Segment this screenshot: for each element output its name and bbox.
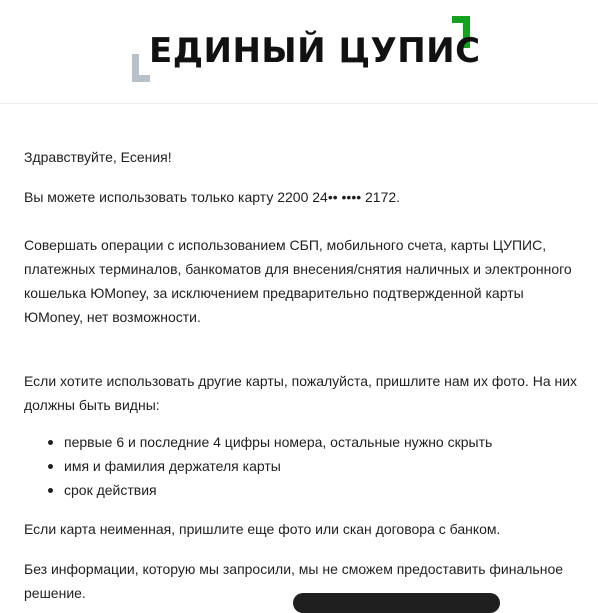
requirement-text: срок действия: [64, 482, 157, 498]
operations-paragraph: Совершать операции с использованием СБП, мобильного счета, карты ЦУПИС, платежных терминалов, банкоматов для внесения/снятия наличных и электронного кошелька ЮMoney, за исключением предварительно подтвержденной карты ЮMoney, нет возможности.: [24, 237, 572, 325]
list-item: [24, 430, 579, 454]
bullet-icon: [48, 488, 53, 493]
logo-grey-corner-shape: [132, 54, 150, 82]
bullet-icon: [48, 464, 53, 469]
logo-grey-corner-icon: [132, 54, 150, 82]
logo-wordmark: ЕДИНЫЙ ЦУПИС: [149, 31, 481, 71]
brand-logo: [130, 14, 481, 86]
email-header: [0, 0, 598, 104]
requirements-list: [24, 430, 579, 502]
requirement-text: имя и фамилия держателя карты: [64, 458, 281, 474]
requirement-text: первые 6 и последние 4 цифры номера, остальные нужно скрыть: [64, 434, 493, 450]
other-cards-paragraph: Если хотите использовать другие карты, пожалуйста, пришлите нам их фото. На них должны быть видны:: [24, 373, 578, 413]
bullet-icon: [48, 440, 53, 445]
card-note: Вы можете использовать только карту 2200 24•• •••• 2172.: [24, 189, 401, 205]
greeting: Здравствуйте, Есения!: [24, 149, 172, 165]
list-item: [24, 478, 579, 502]
floating-action-bar[interactable]: [293, 593, 500, 613]
unnamed-card-paragraph: Если карта неименная, пришлите еще фото или скан договора с банком.: [24, 521, 501, 537]
no-info-paragraph: Без информации, которую мы запросили, мы не сможем предоставить финальное решение.: [24, 561, 564, 601]
list-item: [24, 454, 579, 478]
